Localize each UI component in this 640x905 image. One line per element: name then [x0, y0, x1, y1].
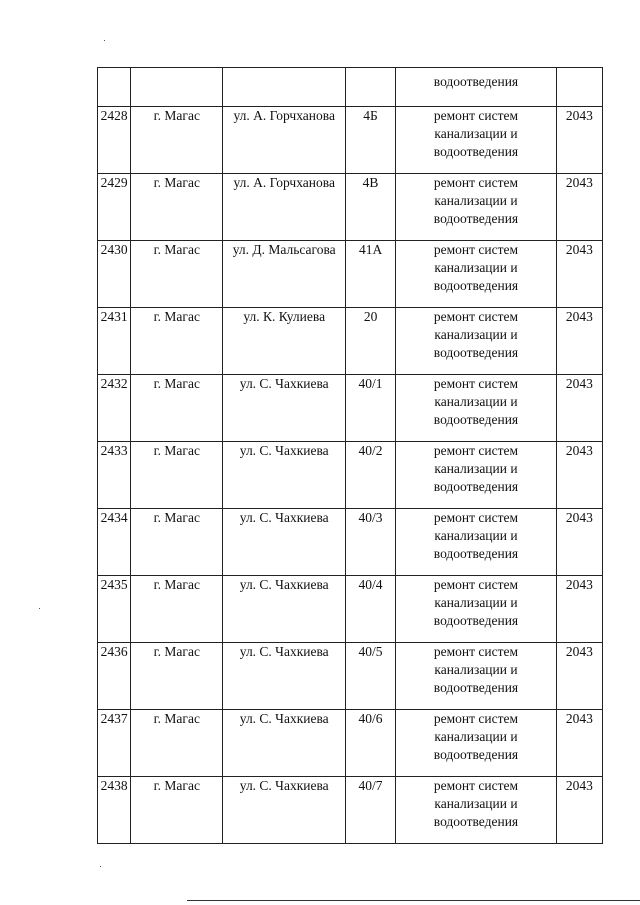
table-body [98, 68, 603, 844]
year-cell: 2043 [556, 241, 602, 308]
table-row [98, 710, 603, 777]
city-cell: г. Магас [131, 107, 223, 174]
house-number-cell: 4В [345, 174, 395, 241]
table-row [98, 442, 603, 509]
table-row [98, 643, 603, 710]
city-cell: г. Магас [131, 442, 223, 509]
street-cell: ул. С. Чахкиева [223, 509, 345, 576]
house-number-cell [345, 68, 395, 107]
city-cell: г. Магас [131, 308, 223, 375]
house-number-cell: 40/6 [345, 710, 395, 777]
year-cell: 2043 [556, 174, 602, 241]
continuation-row [98, 68, 603, 107]
work-type-cell: ремонт систем канализации и водоотведения [396, 509, 557, 576]
table-row [98, 375, 603, 442]
city-cell: г. Магас [131, 576, 223, 643]
row-number-cell: 2429 [98, 174, 131, 241]
house-number-cell: 40/5 [345, 643, 395, 710]
house-number-cell: 40/7 [345, 777, 395, 844]
row-number-cell: 2437 [98, 710, 131, 777]
city-cell: г. Магас [131, 710, 223, 777]
row-number-cell [98, 68, 131, 107]
house-number-cell: 41А [345, 241, 395, 308]
house-number-cell: 20 [345, 308, 395, 375]
work-type-cell: ремонт систем канализации и водоотведения [396, 375, 557, 442]
table-row [98, 509, 603, 576]
row-number-cell: 2431 [98, 308, 131, 375]
year-cell: 2043 [556, 375, 602, 442]
table-row [98, 174, 603, 241]
table-row [98, 777, 603, 844]
scan-speck [100, 866, 101, 867]
street-cell: ул. А. Горчханова [223, 107, 345, 174]
year-cell: 2043 [556, 710, 602, 777]
year-cell: 2043 [556, 107, 602, 174]
row-number-cell: 2433 [98, 442, 131, 509]
row-number-cell: 2436 [98, 643, 131, 710]
street-cell: ул. С. Чахкиева [223, 442, 345, 509]
street-cell: ул. С. Чахкиева [223, 777, 345, 844]
work-type-cell: ремонт систем канализации и водоотведения [396, 777, 557, 844]
city-cell: г. Магас [131, 241, 223, 308]
page-edge-line [187, 900, 640, 901]
work-type-cell: ремонт систем канализации и водоотведения [396, 576, 557, 643]
city-cell: г. Магас [131, 643, 223, 710]
street-cell: ул. С. Чахкиева [223, 375, 345, 442]
house-number-cell: 40/3 [345, 509, 395, 576]
street-cell [223, 68, 345, 107]
work-type-cell: ремонт систем канализации и водоотведения [396, 308, 557, 375]
house-number-cell: 40/2 [345, 442, 395, 509]
row-number-cell: 2428 [98, 107, 131, 174]
city-cell: г. Магас [131, 174, 223, 241]
table-row [98, 576, 603, 643]
street-cell: ул. С. Чахкиева [223, 643, 345, 710]
year-cell: 2043 [556, 509, 602, 576]
work-type-cell: ремонт систем канализации и водоотведения [396, 710, 557, 777]
street-cell: ул. С. Чахкиева [223, 710, 345, 777]
work-type-cell: ремонт систем канализации и водоотведения [396, 174, 557, 241]
work-type-cell: ремонт систем канализации и водоотведения [396, 107, 557, 174]
house-number-cell: 40/4 [345, 576, 395, 643]
year-cell: 2043 [556, 643, 602, 710]
row-number-cell: 2435 [98, 576, 131, 643]
street-cell: ул. А. Горчханова [223, 174, 345, 241]
city-cell: г. Магас [131, 375, 223, 442]
city-cell [131, 68, 223, 107]
row-number-cell: 2434 [98, 509, 131, 576]
house-number-cell: 4Б [345, 107, 395, 174]
year-cell [556, 68, 602, 107]
street-cell: ул. С. Чахкиева [223, 576, 345, 643]
table-row [98, 308, 603, 375]
work-type-cell: ремонт систем канализации и водоотведения [396, 442, 557, 509]
scan-speck [39, 608, 40, 609]
row-number-cell: 2432 [98, 375, 131, 442]
street-cell: ул. К. Кулиева [223, 308, 345, 375]
work-type-cell: водоотведения [396, 68, 557, 107]
table-row [98, 241, 603, 308]
work-type-cell: ремонт систем канализации и водоотведения [396, 241, 557, 308]
scan-speck [104, 40, 105, 41]
table-row [98, 107, 603, 174]
year-cell: 2043 [556, 576, 602, 643]
city-cell: г. Магас [131, 509, 223, 576]
house-number-cell: 40/1 [345, 375, 395, 442]
work-type-cell: ремонт систем канализации и водоотведения [396, 643, 557, 710]
city-cell: г. Магас [131, 777, 223, 844]
year-cell: 2043 [556, 442, 602, 509]
row-number-cell: 2430 [98, 241, 131, 308]
repair-schedule-table [97, 67, 603, 844]
row-number-cell: 2438 [98, 777, 131, 844]
year-cell: 2043 [556, 777, 602, 844]
year-cell: 2043 [556, 308, 602, 375]
street-cell: ул. Д. Мальсагова [223, 241, 345, 308]
